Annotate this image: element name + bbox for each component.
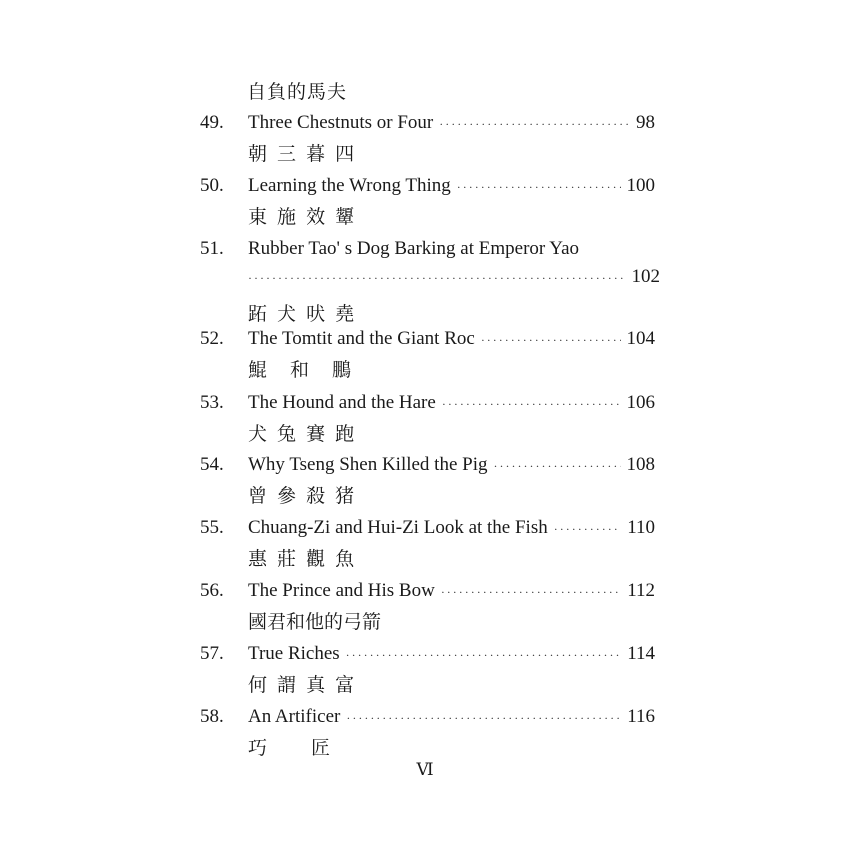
entry-chinese-title: 惠 莊 觀 魚 <box>248 548 357 570</box>
entry-page: 98 <box>636 112 655 133</box>
leader-dots <box>481 333 621 348</box>
entry-title: Chuang-Zi and Hui-Zi Look at the Fish <box>248 517 548 538</box>
toc-entry-55[interactable] <box>200 517 655 573</box>
entry-title: Learning the Wrong Thing <box>248 175 451 196</box>
toc-entry-50[interactable] <box>200 175 655 231</box>
entry-chinese-title: 跖 犬 吠 堯 <box>248 303 357 325</box>
toc-entry-53[interactable] <box>200 392 655 448</box>
toc-entry-57[interactable] <box>200 643 655 699</box>
entry-number: 53. <box>200 392 224 413</box>
entry-chinese-title: 巧 匠 <box>248 737 333 759</box>
entry-chinese-title: 曾 參 殺 猪 <box>248 485 357 507</box>
leader-dots <box>494 459 621 474</box>
entry-chinese-title: 國君和他的弓箭 <box>248 611 382 633</box>
leader-dots <box>442 397 621 412</box>
toc-entry-52[interactable] <box>200 328 655 384</box>
toc-entry-58[interactable] <box>200 706 655 762</box>
entry-number: 57. <box>200 643 224 664</box>
entry-number: 58. <box>200 706 224 727</box>
entry-title: Three Chestnuts or Four <box>248 112 434 133</box>
page-number-footer: Ⅵ <box>416 760 434 779</box>
entry-page: 104 <box>626 328 655 349</box>
leader-dots <box>554 522 621 537</box>
entry-number: 56. <box>200 580 224 601</box>
entry-number: 55. <box>200 517 224 538</box>
entry-page: 108 <box>626 454 655 475</box>
entry-number: 52. <box>200 328 224 349</box>
leader-dots <box>439 117 630 132</box>
entry-title: Why Tseng Shen Killed the Pig <box>248 454 488 475</box>
entry-title: The Hound and the Hare <box>248 392 436 413</box>
entry-page: 106 <box>626 392 655 413</box>
entry-page: 100 <box>626 175 655 196</box>
entry-page: 102 <box>631 266 660 287</box>
entry-page: 116 <box>627 706 655 727</box>
leader-dots <box>457 180 621 195</box>
entry-title: True Riches <box>248 643 340 664</box>
entry-chinese-title: 東 施 效 顰 <box>248 206 357 228</box>
toc-entry-51[interactable] <box>200 238 660 328</box>
entry-number: 54. <box>200 454 224 475</box>
toc-entry-54[interactable] <box>200 454 655 510</box>
entry-page: 112 <box>627 580 655 601</box>
toc-entry-56[interactable] <box>200 580 655 636</box>
entry-title: The Prince and His Bow <box>248 580 435 601</box>
leader-dots <box>346 648 622 663</box>
entry-title: An Artificer <box>248 706 341 727</box>
entry-chinese-title: 鯤 和 鵬 <box>248 359 354 381</box>
leader-dots <box>441 585 621 600</box>
leader-dots <box>346 711 621 726</box>
entry-number: 50. <box>200 175 224 196</box>
entry-number: 49. <box>200 112 224 133</box>
leader-dots <box>248 271 626 286</box>
entry-chinese-title: 犬 兔 賽 跑 <box>248 423 357 445</box>
entry-title: The Tomtit and the Giant Roc <box>248 328 475 349</box>
entry-page: 110 <box>627 517 655 538</box>
toc-entry-49[interactable] <box>200 112 655 168</box>
entry-number: 51. <box>200 238 224 259</box>
entry-page: 114 <box>627 643 655 664</box>
entry-chinese-title: 何 謂 真 富 <box>248 674 357 696</box>
continuation-chinese-title: 自負的馬夫 <box>247 81 348 103</box>
entry-title: Rubber Tao' s Dog Barking at Emperor Yao <box>248 238 580 259</box>
entry-chinese-title: 朝 三 暮 四 <box>248 143 357 165</box>
